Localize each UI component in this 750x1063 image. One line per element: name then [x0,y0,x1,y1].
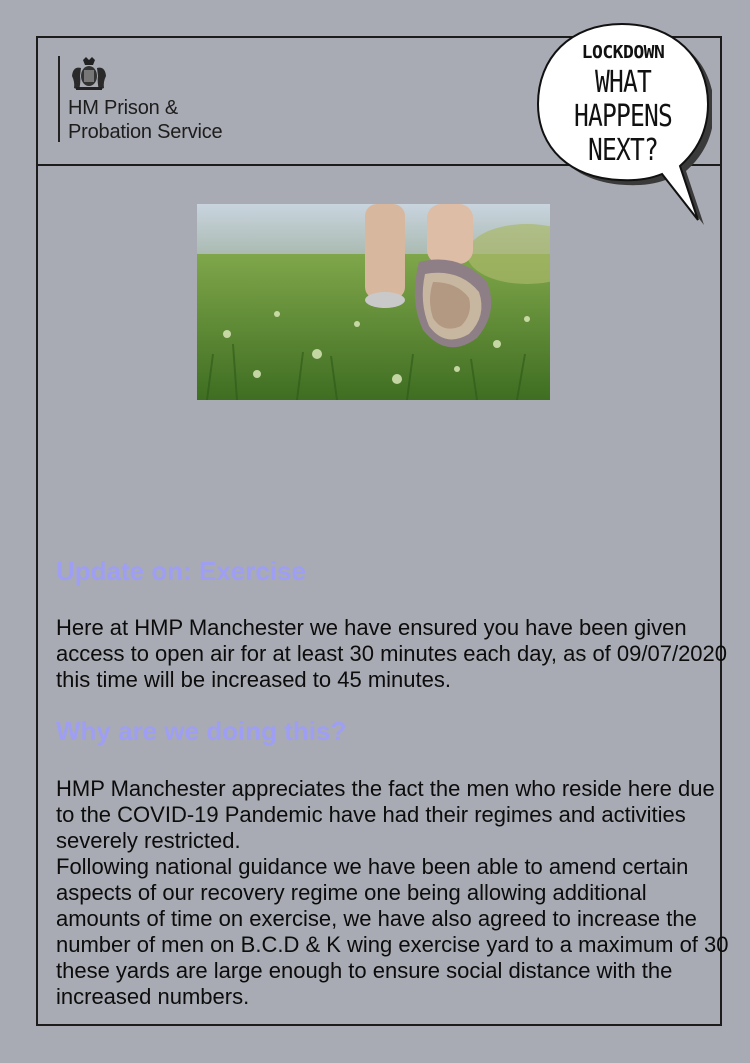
section-heading-exercise: Update on: Exercise [56,556,306,586]
bubble-lockdown: LOCKDOWN [581,42,665,63]
running-shoe-on-grass-photo [197,204,550,400]
why-paragraph-1: HMP Manchester appreciates the fact the men who reside here due to the COVID-19 Pandemic have had their regimes and activities severely restricted. [56,776,715,853]
bubble-text [538,40,708,168]
logo-rule [58,56,60,142]
royal-crest-icon [68,56,110,92]
bubble-happens: HAPPENS [574,99,672,134]
bubble-next: NEXT? [588,133,658,168]
org-name-line1: HM Prison & [68,97,179,119]
bubble-what: WHAT [595,65,651,100]
section-body-why [56,776,736,1010]
org-name-line2: Probation Service [68,121,223,143]
why-paragraph-2: Following national guidance we have been able to amend certain aspects of our recovery regime one being allowing additional amounts of time on exercise, we have also agreed to increase the number of men on B.C.D & K wing exercise yard to a maximum of 30 these yards are large enough to ensure social distance with the increased numbers. [56,854,729,1009]
section-body-exercise: Here at HMP Manchester we have ensured you have been given access to open air for at least 30 minutes each day, as of 09/07/2020 this time will be increased to 45 minutes. [56,615,728,692]
section-heading-why: Why are we doing this? [56,716,347,746]
